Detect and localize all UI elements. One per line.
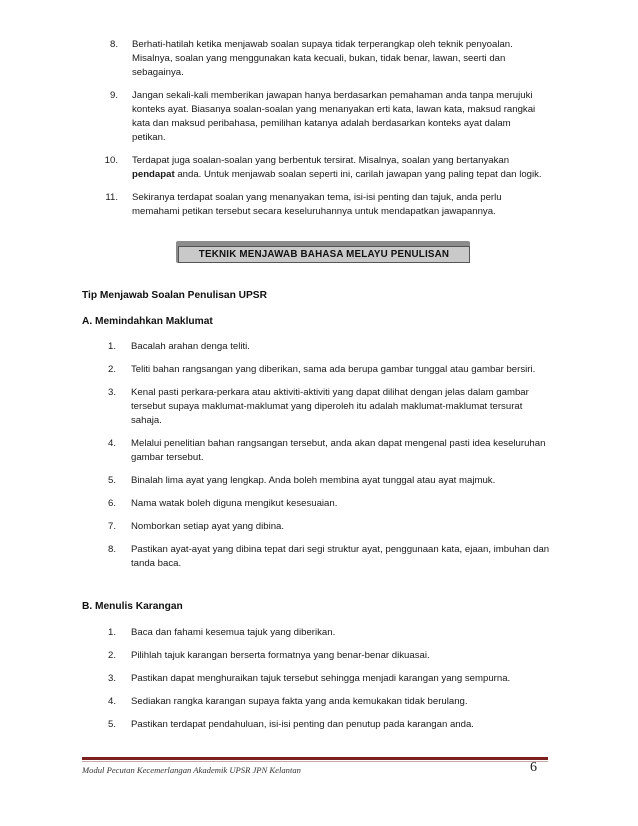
item-text: Pastikan ayat-ayat yang dibina tepat dari segi struktur ayat, penggunaan kata, ejaan, imbuhan dan tanda baca. [131, 544, 550, 569]
list-item [92, 38, 542, 80]
list-item [92, 191, 542, 219]
item-text: Nama watak boleh diguna mengikut kesesuaian. [131, 498, 338, 509]
item-text: Baca dan fahami kesemua tajuk yang diberikan. [131, 627, 336, 638]
item-text: Jangan sekali-kali memberikan jawapan hanya berdasarkan pemahaman anda tanpa merujuki konteks ayat. Biasanya soalan-soalan yang menanyakan erti kata, lawan kata, maksud rangkai kata dan maksud peribahasa, pemilihan katanya adalah berdasarkan konteks ayat dalam petikan. [132, 90, 536, 143]
section-b-heading: B. Menulis Karangan [82, 601, 183, 612]
list-item [90, 497, 550, 511]
list-item [92, 89, 542, 145]
list-item [90, 386, 550, 428]
list-item [90, 543, 550, 571]
footer-divider [82, 757, 548, 760]
item-number: 11. [105, 192, 118, 203]
list-item [90, 437, 550, 465]
item-number: 9. [109, 90, 118, 101]
item-number: 5. [107, 475, 116, 486]
item-text [132, 154, 542, 182]
item-text-bold: pendapat [132, 169, 175, 180]
tips-list-continued [92, 38, 542, 228]
item-number: 1. [107, 627, 116, 638]
item-text: Bacalah arahan denga teliti. [131, 341, 250, 352]
item-number: 2. [107, 364, 116, 375]
item-text: Pastikan terdapat pendahuluan, isi-isi penting dan penutup pada karangan anda. [131, 719, 474, 730]
list-item [90, 718, 560, 732]
item-number: 3. [107, 673, 116, 684]
item-text-part: anda. Untuk menjawab soalan seperti ini, carilah jawapan yang paling tepat dan logik. [174, 169, 542, 180]
item-number: 6. [107, 498, 116, 509]
item-number: 8. [109, 39, 118, 50]
item-number: 2. [107, 650, 116, 661]
item-text: Teliti bahan rangsangan yang diberikan, sama ada berupa gambar tunggal atau gambar bersiri. [131, 364, 536, 375]
item-number: 5. [107, 719, 116, 730]
section-a-list [90, 340, 550, 580]
item-number: 4. [107, 696, 116, 707]
section-a-heading: A. Memindahkan Maklumat [82, 316, 213, 327]
list-item [92, 154, 542, 182]
list-item [90, 363, 550, 377]
page-number: 6 [530, 760, 537, 775]
item-number: 10. [104, 155, 118, 166]
section-title: Tip Menjawab Soalan Penulisan UPSR [82, 290, 267, 301]
section-banner [176, 241, 472, 265]
section-b-list [90, 626, 560, 741]
item-text: Kenal pasti perkara-perkara atau aktiviti-aktiviti yang dapat dilihat dengan jelas dalam gambar tersebut supaya maklumat-maklumat yang diperoleh itu adalah maklumat-maklumat tersurat sahaja. [131, 387, 529, 426]
item-number: 7. [107, 521, 116, 532]
item-text: Berhati-hatilah ketika menjawab soalan supaya tidak terperangkap oleh teknik penyoalan. Misalnya, soalan yang menggunakan kata kecuali, bukan, tidak benar, lawan, seerti dan sebagainya. [132, 39, 513, 78]
item-number: 1. [107, 341, 116, 352]
item-number: 3. [107, 387, 116, 398]
list-item [90, 520, 550, 534]
item-text: Binalah lima ayat yang lengkap. Anda boleh membina ayat tunggal atau ayat majmuk. [131, 475, 496, 486]
item-text: Sekiranya terdapat soalan yang menanyakan tema, isi-isi penting dan tajuk, anda perlu memahami petikan tersebut secara keseluruhannya untuk mendapatkan jawapannya. [132, 192, 502, 217]
footer-caption: Modul Pecutan Kecemerlangan Akademik UPSR JPN Kelantan [82, 765, 301, 775]
item-text: Pastikan dapat menghuraikan tajuk tersebut sehingga menjadi karangan yang sempurna. [131, 673, 511, 684]
item-text: Nomborkan setiap ayat yang dibina. [131, 521, 285, 532]
list-item [90, 626, 560, 640]
item-text: Melalui penelitian bahan rangsangan tersebut, anda akan dapat mengenal pasti idea keseluruhan gambar tersebut. [131, 438, 546, 463]
item-text-part: Terdapat juga soalan-soalan yang berbentuk tersirat. Misalnya, soalan yang bertanyakan [132, 155, 510, 166]
item-number: 4. [107, 438, 116, 449]
banner-label: TEKNIK MENJAWAB BAHASA MELAYU PENULISAN [178, 246, 470, 263]
list-item [90, 649, 560, 663]
item-number: 8. [107, 544, 116, 555]
list-item [90, 474, 550, 488]
item-text: Pilihlah tajuk karangan berserta formatnya yang benar-benar dikuasai. [131, 650, 430, 661]
list-item [90, 695, 560, 709]
list-item [90, 340, 550, 354]
item-text: Sediakan rangka karangan supaya fakta yang anda kemukakan tidak berulang. [131, 696, 468, 707]
list-item [90, 672, 560, 686]
footer-divider-thin [82, 761, 548, 762]
